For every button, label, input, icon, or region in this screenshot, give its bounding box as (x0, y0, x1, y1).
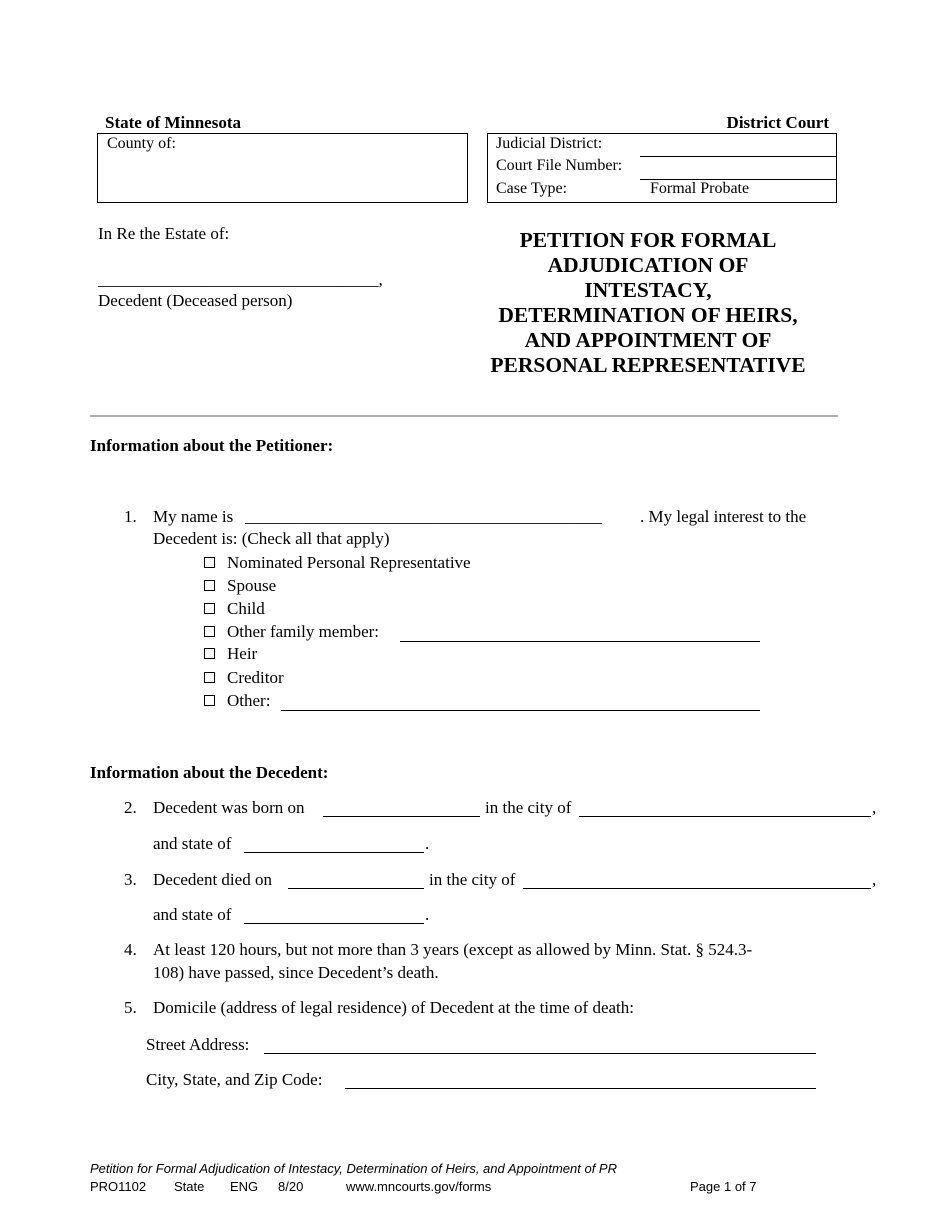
petitioner-heading: Information about the Petitioner: (90, 436, 334, 455)
other-interest-field[interactable] (281, 710, 760, 711)
comma: , (872, 870, 877, 889)
footer-url[interactable]: www.mncourts.gov/forms (346, 1179, 492, 1194)
option-label: Other: (227, 691, 271, 710)
footer-page-number: Page 1 of 7 (690, 1179, 757, 1194)
county-label: County of: (107, 135, 176, 152)
born-on-label: Decedent was born on (153, 798, 305, 817)
petitioner-name-field[interactable]: __________________________________________ (245, 507, 602, 526)
title-line: INTESTACY, (584, 278, 712, 302)
court-file-number-label: Court File Number: (496, 157, 623, 174)
birth-state-field[interactable] (244, 852, 424, 853)
item4-line1: At least 120 hours, but not more than 3 years (except as allowed by Minn. Stat. § 524.3- (153, 940, 753, 959)
item-number: 2. (124, 798, 137, 817)
footer-form-title: Petition for Formal Adjudication of Intestacy, Determination of Heirs, and Appointment of PR (90, 1161, 617, 1176)
birth-city-field[interactable] (579, 816, 871, 817)
death-date-field[interactable] (288, 888, 424, 889)
street-address-field[interactable] (264, 1053, 816, 1054)
state-label: State of Minnesota (105, 113, 241, 132)
checkbox[interactable] (204, 648, 215, 659)
street-address-label: Street Address: (146, 1035, 250, 1054)
title-line: AND APPOINTMENT OF (524, 328, 772, 352)
item-number: 3. (124, 870, 137, 889)
birth-state-label: and state of (153, 834, 232, 853)
other-family-member-field[interactable] (400, 641, 760, 642)
checkbox[interactable] (204, 557, 215, 568)
domicile-label: Domicile (address of legal residence) of Decedent at the time of death: (153, 998, 634, 1017)
city-state-zip-label: City, State, and Zip Code: (146, 1070, 323, 1089)
period: . (425, 905, 430, 924)
option-label: Nominated Personal Representative (227, 553, 471, 572)
title-line: ADJUDICATION OF (547, 253, 749, 277)
county-box[interactable] (97, 133, 468, 203)
option-label: Creditor (227, 668, 284, 687)
option-label: Child (227, 599, 265, 618)
checkbox[interactable] (204, 580, 215, 591)
footer-form-code: PRO1102 (90, 1179, 147, 1194)
item-number: 4. (124, 940, 137, 959)
decedent-name-field[interactable]: _________________________________, (98, 270, 383, 289)
period: . (425, 834, 430, 853)
footer-date: 8/20 (278, 1179, 304, 1194)
judicial-district-field[interactable] (640, 156, 836, 157)
court-label: District Court (726, 113, 829, 132)
title-line: PETITION FOR FORMAL (519, 228, 777, 252)
case-info-box (487, 133, 837, 203)
item-number: 1. (124, 507, 137, 526)
case-type-label: Case Type: (496, 180, 568, 197)
checkbox[interactable] (204, 695, 215, 706)
birth-city-label: in the city of (485, 798, 572, 817)
check-all-label: Decedent is: (Check all that apply) (153, 529, 390, 548)
footer-language: ENG (230, 1179, 259, 1194)
judicial-district-label: Judicial District: (496, 135, 603, 152)
title-line: PERSONAL REPRESENTATIVE (490, 353, 806, 377)
court-file-number-field[interactable] (640, 179, 836, 180)
decedent-label: Decedent (Deceased person) (98, 291, 293, 310)
death-city-label: in the city of (429, 870, 516, 889)
section-divider (90, 415, 838, 417)
option-label: Other family member: (227, 622, 380, 641)
page-title (478, 228, 818, 378)
option-label: Spouse (227, 576, 277, 595)
checkbox[interactable] (204, 672, 215, 683)
item4-line2: 108) have passed, since Decedent’s death. (153, 963, 439, 982)
in-re-label: In Re the Estate of: (98, 224, 230, 243)
birth-date-field[interactable] (323, 816, 480, 817)
footer-jurisdiction: State (174, 1179, 205, 1194)
died-on-label: Decedent died on (153, 870, 272, 889)
option-label: Heir (227, 644, 258, 663)
death-city-field[interactable] (523, 888, 871, 889)
city-state-zip-field[interactable] (345, 1088, 816, 1089)
death-state-field[interactable] (244, 923, 424, 924)
my-name-label: My name is (153, 507, 234, 526)
comma: , (872, 798, 877, 817)
item-number: 5. (124, 998, 137, 1017)
legal-interest-label: . My legal interest to the (640, 507, 807, 526)
checkbox[interactable] (204, 626, 215, 637)
decedent-heading: Information about the Decedent: (90, 763, 329, 782)
checkbox[interactable] (204, 603, 215, 614)
death-state-label: and state of (153, 905, 232, 924)
case-type-value: Formal Probate (650, 180, 750, 197)
title-line: DETERMINATION OF HEIRS, (498, 303, 798, 327)
